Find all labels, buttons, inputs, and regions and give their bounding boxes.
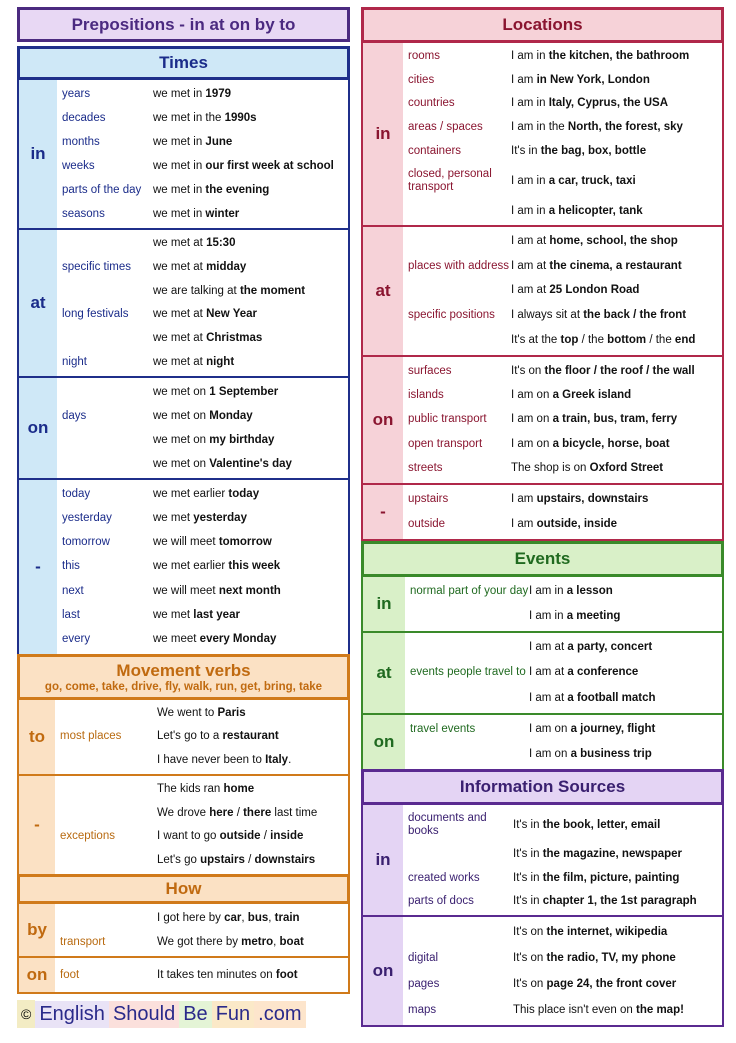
- usage-category: months: [62, 135, 100, 148]
- preposition-label: at: [363, 633, 405, 713]
- usage-row: [57, 536, 348, 549]
- preposition-label: in: [363, 43, 403, 225]
- usage-example: we met on my birthday: [153, 433, 275, 446]
- usage-category: streets: [408, 462, 443, 475]
- usage-row: [403, 389, 722, 402]
- usage-example: I am in New York, London: [511, 73, 650, 86]
- usage-row: [403, 365, 722, 378]
- usage-category: today: [62, 487, 91, 500]
- usage-example: we are talking at the moment: [153, 284, 306, 297]
- usage-example: I am in the kitchen, the bathroom: [511, 50, 690, 63]
- usage-row: [57, 285, 348, 298]
- usage-example: It's in the magazine, newspaper: [513, 848, 683, 861]
- usage-example: I am at a party, concert: [529, 641, 653, 654]
- events-section: [361, 541, 724, 765]
- usage-category: containers: [408, 144, 462, 157]
- usage-example: we meet every Monday: [153, 633, 277, 646]
- usage-example: I am in a meeting: [529, 610, 621, 622]
- usage-category: this: [62, 560, 80, 573]
- usage-row: [405, 748, 722, 761]
- usage-category: specific positions: [408, 309, 495, 322]
- usage-row: [55, 730, 348, 743]
- usage-category: night: [62, 355, 87, 368]
- usage-row: [55, 912, 348, 925]
- usage-row: [403, 926, 722, 939]
- usage-row: [57, 136, 348, 149]
- usage-row: [57, 410, 348, 423]
- usage-row: [403, 518, 722, 531]
- usage-example: I want to go outside / inside: [157, 830, 304, 843]
- prep-group-on: [17, 956, 350, 994]
- usage-row: [403, 978, 722, 991]
- usage-row: [403, 1004, 722, 1017]
- prep-group-on: [361, 713, 724, 771]
- usage-row: [405, 641, 722, 654]
- usage-row: [403, 952, 722, 965]
- usage-example: The shop is on Oxford Street: [511, 462, 664, 475]
- prep-group-on: [361, 915, 724, 1027]
- locations-section: [361, 7, 724, 535]
- usage-example: It's on page 24, the front cover: [513, 977, 677, 990]
- usage-category: documents and books: [408, 812, 487, 838]
- prep-group-none: [361, 483, 724, 541]
- usage-category: outside: [408, 518, 446, 530]
- usage-example: It's on the radio, TV, my phone: [513, 951, 676, 964]
- usage-row: [405, 585, 722, 598]
- usage-row: [57, 488, 348, 501]
- usage-category: parts of the day: [62, 183, 142, 196]
- usage-example: It's in the bag, box, bottle: [511, 144, 647, 157]
- usage-category: yesterday: [62, 511, 112, 524]
- preposition-label: at: [19, 230, 57, 376]
- footer-word: .com: [254, 1001, 305, 1028]
- usage-row: [403, 848, 722, 861]
- usage-example: we met in the 1990s: [153, 111, 257, 124]
- usage-row: [55, 969, 348, 982]
- usage-example: we met in 1979: [153, 87, 232, 100]
- preposition-label: -: [363, 485, 403, 539]
- info-section: [361, 769, 724, 1023]
- prep-group-at: [17, 228, 350, 378]
- preposition-label: in: [363, 805, 403, 915]
- usage-row: [403, 334, 722, 347]
- usage-example: I am on a business trip: [529, 748, 652, 760]
- usage-example: I am on a train, bus, tram, ferry: [511, 413, 678, 426]
- preposition-label: -: [19, 776, 55, 874]
- usage-row: [57, 237, 348, 250]
- usage-category: open transport: [408, 437, 483, 450]
- usage-example: I am at a football match: [529, 691, 656, 704]
- preposition-label: -: [19, 480, 57, 654]
- usage-row: [403, 168, 722, 194]
- usage-row: [55, 830, 348, 843]
- usage-category: pages: [408, 977, 440, 990]
- usage-example: we will meet tomorrow: [153, 536, 272, 549]
- usage-example: we met earlier today: [153, 487, 260, 500]
- usage-row: [403, 493, 722, 506]
- usage-row: [57, 160, 348, 173]
- usage-category: maps: [408, 1003, 437, 1016]
- prep-group-by: [17, 902, 350, 958]
- usage-example: We got there by metro, boat: [157, 935, 304, 948]
- usage-example: we met at 15:30: [153, 237, 236, 250]
- usage-category: cities: [408, 73, 435, 86]
- usage-row: [405, 666, 722, 679]
- usage-category: travel events: [410, 723, 476, 735]
- usage-category: next: [62, 584, 84, 597]
- usage-example: we met yesterday: [153, 511, 247, 524]
- usage-example: It's in chapter 1, the 1st paragraph: [513, 894, 697, 907]
- usage-row: [403, 97, 722, 110]
- usage-example: Let's go upstairs / downstairs: [157, 853, 316, 866]
- preposition-label: in: [19, 80, 57, 228]
- usage-row: [57, 386, 348, 399]
- usage-row: [55, 707, 348, 720]
- usage-category: digital: [408, 951, 439, 964]
- footer-word: Fun: [212, 1001, 254, 1028]
- usage-row: [403, 284, 722, 297]
- usage-row: [403, 413, 722, 426]
- usage-category: tomorrow: [62, 536, 110, 549]
- usage-row: [405, 692, 722, 705]
- usage-example: we met at night: [153, 355, 235, 368]
- usage-example: we met last year: [153, 609, 240, 622]
- usage-example: I am in a lesson: [529, 585, 613, 597]
- usage-example: I am in Italy, Cyprus, the USA: [511, 97, 669, 110]
- usage-category: rooms: [408, 50, 440, 63]
- usage-example: we met in June: [153, 135, 233, 148]
- usage-category: places with address: [408, 259, 509, 272]
- usage-row: [403, 205, 722, 218]
- preposition-label: on: [19, 378, 57, 478]
- prep-group-at: [361, 631, 724, 715]
- usage-category: last: [62, 609, 80, 622]
- footer-word: English: [35, 1001, 109, 1028]
- usage-row: [57, 585, 348, 598]
- prep-group-in: [361, 575, 724, 633]
- usage-category: years: [62, 87, 91, 100]
- usage-category: weeks: [62, 159, 95, 172]
- times-heading: Times: [17, 46, 350, 80]
- footer-word: Be: [179, 1001, 211, 1028]
- usage-example: Let's go to a restaurant: [157, 730, 279, 743]
- usage-example: we met on 1 September: [153, 385, 279, 398]
- how-heading: How: [17, 874, 350, 904]
- usage-example: I am at the cinema, a restaurant: [511, 259, 682, 272]
- events-heading: Events: [361, 541, 724, 577]
- preposition-label: on: [363, 917, 403, 1025]
- usage-row: [403, 895, 722, 908]
- preposition-label: to: [19, 700, 55, 774]
- usage-example: It's on the floor / the roof / the wall: [511, 364, 695, 377]
- usage-row: [57, 184, 348, 197]
- usage-row: [57, 112, 348, 125]
- usage-example: we met on Monday: [153, 409, 253, 422]
- usage-row: [57, 512, 348, 525]
- usage-category: normal part of your day: [410, 585, 529, 597]
- movement-header: [17, 654, 350, 700]
- usage-row: [403, 235, 722, 248]
- prep-group-to: [17, 698, 350, 776]
- usage-example: I am on a bicycle, horse, boat: [511, 437, 670, 450]
- usage-example: we met at midday: [153, 260, 247, 273]
- prep-group-on: [361, 355, 724, 485]
- usage-row: [403, 872, 722, 885]
- usage-row: [403, 309, 722, 322]
- usage-row: [57, 458, 348, 471]
- usage-category: exceptions: [60, 830, 115, 843]
- usage-category: transport: [60, 935, 106, 948]
- usage-row: [403, 145, 722, 158]
- usage-example: It's in the book, letter, email: [513, 818, 661, 831]
- movement-heading: Movement verbs: [116, 661, 251, 680]
- usage-example: I am at a conference: [529, 666, 639, 679]
- usage-example: we met in our first week at school: [153, 159, 334, 172]
- usage-category: events people travel to: [410, 666, 526, 679]
- usage-example: It takes ten minutes on foot: [157, 968, 298, 981]
- usage-example: we met at New Year: [153, 308, 257, 321]
- prep-group-none: [17, 774, 350, 876]
- usage-row: [57, 609, 348, 622]
- usage-row: [57, 308, 348, 321]
- usage-row: [403, 438, 722, 451]
- usage-example: we met earlier this week: [153, 560, 281, 573]
- usage-category: foot: [60, 968, 80, 981]
- preposition-label: at: [363, 227, 403, 355]
- usage-example: I am outside, inside: [511, 518, 618, 530]
- movement-subheading: go, come, take, drive, fly, walk, run, get, bring, take: [44, 681, 323, 693]
- preposition-label: in: [363, 577, 405, 631]
- usage-example: we will meet next month: [153, 584, 281, 597]
- usage-example: It's at the top / the bottom / the end: [511, 334, 696, 347]
- usage-row: [405, 723, 722, 736]
- usage-row: [403, 812, 722, 838]
- usage-category: surfaces: [408, 364, 452, 377]
- usage-example: I am upstairs, downstairs: [511, 493, 649, 505]
- usage-example: The kids ran home: [157, 783, 255, 796]
- prep-group-at: [361, 225, 724, 357]
- preposition-label: on: [363, 715, 405, 769]
- usage-category: days: [62, 409, 87, 422]
- usage-example: I am at 25 London Road: [511, 284, 640, 297]
- footer-word: Should: [109, 1001, 179, 1028]
- usage-row: [55, 807, 348, 820]
- usage-category: countries: [408, 97, 455, 110]
- usage-row: [403, 50, 722, 63]
- usage-row: [55, 783, 348, 796]
- usage-example: We drove here / there last time: [157, 806, 318, 819]
- usage-example: we met in the evening: [153, 183, 270, 196]
- preposition-label: by: [19, 904, 55, 956]
- prep-group-none: [17, 478, 350, 656]
- usage-category: upstairs: [408, 493, 449, 505]
- info-heading: Information Sources: [361, 769, 724, 805]
- usage-row: [57, 356, 348, 369]
- usage-row: [57, 434, 348, 447]
- usage-example: we met in winter: [153, 207, 240, 220]
- usage-example: I am in a helicopter, tank: [511, 204, 643, 217]
- usage-example: we met on Valentine's day: [153, 457, 292, 470]
- usage-row: [57, 261, 348, 274]
- footer-brand: [17, 997, 350, 1031]
- usage-example: we met at Christmas: [153, 331, 263, 344]
- usage-category: most places: [60, 730, 122, 743]
- page-title: Prepositions - in at on by to: [17, 7, 350, 42]
- usage-row: [55, 936, 348, 949]
- usage-row: [57, 208, 348, 221]
- prep-group-in: [361, 41, 724, 227]
- usage-example: I am in a car, truck, taxi: [511, 174, 636, 187]
- usage-category: created works: [408, 871, 480, 884]
- usage-example: I got here by car, bus, train: [157, 911, 300, 924]
- usage-example: I am in the North, the forest, sky: [511, 120, 683, 133]
- times-section: [17, 46, 350, 649]
- locations-heading: Locations: [361, 7, 724, 43]
- usage-example: I am on a Greek island: [511, 389, 632, 402]
- usage-category: islands: [408, 389, 444, 402]
- movement-section: [17, 654, 350, 874]
- how-section: [17, 874, 350, 992]
- usage-example: I always sit at the back / the front: [511, 309, 687, 322]
- usage-category: decades: [62, 111, 106, 124]
- usage-row: [403, 74, 722, 87]
- usage-row: [405, 610, 722, 623]
- prep-group-in: [361, 803, 724, 917]
- prep-group-in: [17, 78, 350, 230]
- usage-category: long festivals: [62, 308, 129, 321]
- usage-row: [403, 121, 722, 134]
- prep-group-on: [17, 376, 350, 480]
- copyright-symbol: ©: [17, 1000, 35, 1028]
- preposition-label: on: [19, 958, 55, 992]
- usage-category: parts of docs: [408, 894, 474, 907]
- usage-example: I am on a journey, flight: [529, 723, 656, 735]
- usage-category: areas / spaces: [408, 120, 483, 133]
- usage-example: It's on the internet, wikipedia: [513, 925, 668, 938]
- usage-category: every: [62, 633, 91, 646]
- usage-category: public transport: [408, 413, 487, 426]
- usage-row: [403, 260, 722, 273]
- usage-category: specific times: [62, 260, 132, 273]
- usage-row: [57, 633, 348, 646]
- usage-example: This place isn't even on the map!: [513, 1003, 684, 1016]
- usage-row: [57, 332, 348, 345]
- usage-category: closed, personal transport: [408, 168, 492, 194]
- usage-row: [57, 88, 348, 101]
- preposition-label: on: [363, 357, 403, 483]
- usage-example: I am at home, school, the shop: [511, 234, 678, 247]
- usage-row: [403, 462, 722, 475]
- usage-example: We went to Paris: [157, 707, 246, 720]
- usage-example: It's in the film, picture, painting: [513, 871, 680, 884]
- usage-row: [55, 854, 348, 867]
- usage-row: [55, 754, 348, 767]
- usage-row: [57, 560, 348, 573]
- usage-example: I have never been to Italy.: [157, 753, 292, 766]
- usage-category: seasons: [62, 207, 105, 220]
